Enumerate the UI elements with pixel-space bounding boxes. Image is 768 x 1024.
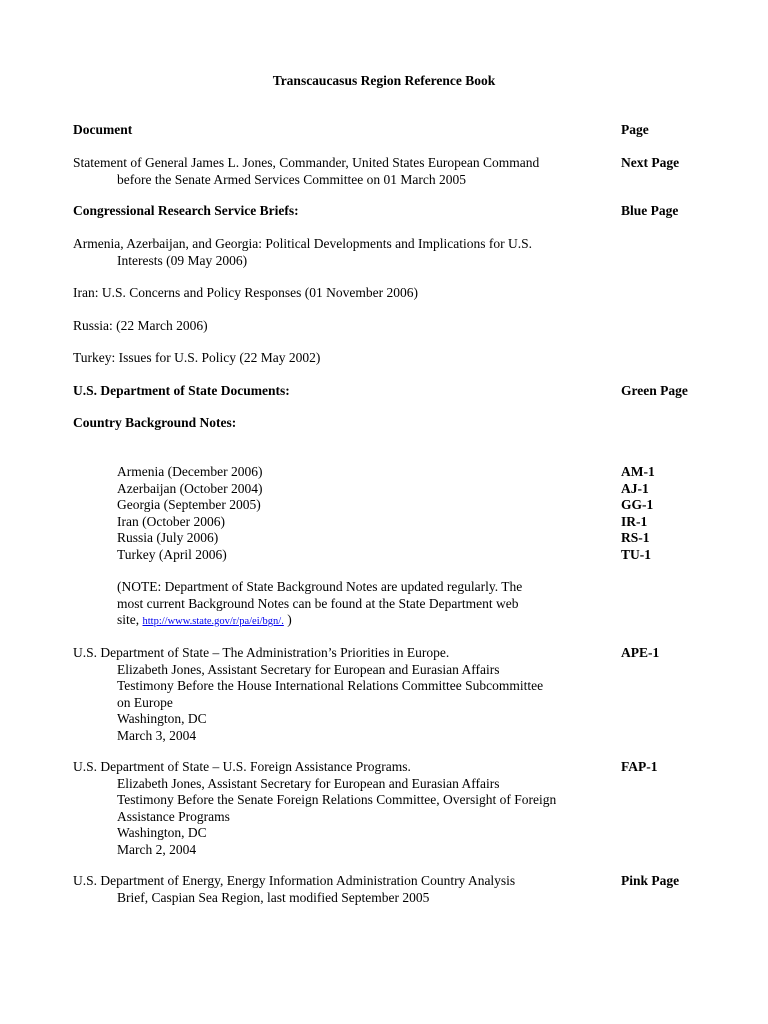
- background-notes-note: [117, 579, 557, 631]
- country-list: [117, 464, 677, 563]
- page-column-header: Page: [621, 122, 649, 137]
- entry-line: Testimony Before the House International Relations Committee Subcommittee: [117, 678, 544, 693]
- list-item: [117, 514, 677, 531]
- entry-line: Washington, DC: [117, 711, 207, 726]
- country-name: Georgia (September 2005): [117, 497, 261, 512]
- country-page-ref: GG-1: [621, 497, 654, 512]
- entry-line: U.S. Department of State – The Administration’s Priorities in Europe.: [73, 645, 450, 660]
- note-line: (NOTE: Department of State Background Notes are updated regularly. The: [117, 579, 523, 594]
- entry-line: on Europe: [117, 694, 173, 710]
- page-title: Transcaucasus Region Reference Book: [272, 73, 496, 88]
- country-page-ref: IR-1: [621, 513, 648, 529]
- entry-line: Russia: (22 March 2006): [73, 318, 208, 333]
- entry-line: Statement of General James L. Jones, Commander, United States European Command: [73, 155, 540, 170]
- entry-line: U.S. Department of Energy, Energy Information Administration Country Analysis: [73, 873, 516, 888]
- entry-line: Interests (09 May 2006): [117, 252, 248, 268]
- section-page-ref: Green Page: [621, 383, 688, 398]
- entry-page-ref: APE-1: [621, 645, 660, 660]
- entry-line: Brief, Caspian Sea Region, last modified September 2005: [117, 889, 430, 905]
- list-item: [117, 464, 677, 481]
- entry-line: Assistance Programs: [117, 808, 230, 824]
- entry-line: Elizabeth Jones, Assistant Secretary for European and Eurasian Affairs: [117, 775, 500, 791]
- note-line: most current Background Notes can be found at the State Department web: [117, 595, 519, 611]
- state-dept-bgn-link[interactable]: http://www.state.gov/r/pa/ei/bgn/.: [142, 616, 284, 627]
- country-name: Iran (October 2006): [117, 513, 225, 529]
- entry-line: Iran: U.S. Concerns and Policy Responses (01 November 2006): [73, 285, 418, 300]
- entry-page-ref: Pink Page: [621, 873, 680, 888]
- note-text: site,: [117, 612, 140, 627]
- country-name: Azerbaijan (October 2004): [117, 480, 263, 496]
- country-name: Armenia (December 2006): [117, 464, 263, 479]
- list-item: [117, 481, 677, 498]
- section-heading: Congressional Research Service Briefs:: [73, 203, 299, 218]
- entry-line: March 3, 2004: [117, 727, 197, 743]
- section-page-ref: Blue Page: [621, 203, 679, 218]
- list-item: [117, 530, 677, 547]
- entry-line: U.S. Department of State – U.S. Foreign Assistance Programs.: [73, 759, 411, 774]
- entry-line: Elizabeth Jones, Assistant Secretary for European and Eurasian Affairs: [117, 661, 500, 677]
- note-line-with-link: [117, 612, 557, 631]
- entry-line: Testimony Before the Senate Foreign Relations Committee, Oversight of Foreign: [117, 792, 557, 807]
- list-item: [117, 497, 677, 514]
- document-column-header: Document: [73, 122, 133, 137]
- note-text: ): [287, 612, 292, 627]
- list-item: [117, 547, 677, 564]
- country-page-ref: AJ-1: [621, 480, 649, 496]
- entry-line: Armenia, Azerbaijan, and Georgia: Political Developments and Implications for U.S.: [73, 236, 533, 251]
- country-name: Turkey (April 2006): [117, 546, 227, 562]
- section-heading: U.S. Department of State Documents:: [73, 383, 290, 398]
- country-page-ref: TU-1: [621, 546, 651, 562]
- entry-line: Turkey: Issues for U.S. Policy (22 May 2002): [73, 350, 321, 365]
- section-heading: Country Background Notes:: [73, 415, 237, 430]
- entry-page-ref: FAP-1: [621, 759, 658, 774]
- entry-line: Washington, DC: [117, 825, 207, 840]
- country-page-ref: AM-1: [621, 464, 655, 479]
- country-name: Russia (July 2006): [117, 530, 219, 545]
- entry-line: March 2, 2004: [117, 841, 197, 857]
- entry-page-ref: Next Page: [621, 155, 680, 170]
- entry-line: before the Senate Armed Services Committee on 01 March 2005: [117, 171, 467, 187]
- country-page-ref: RS-1: [621, 530, 650, 545]
